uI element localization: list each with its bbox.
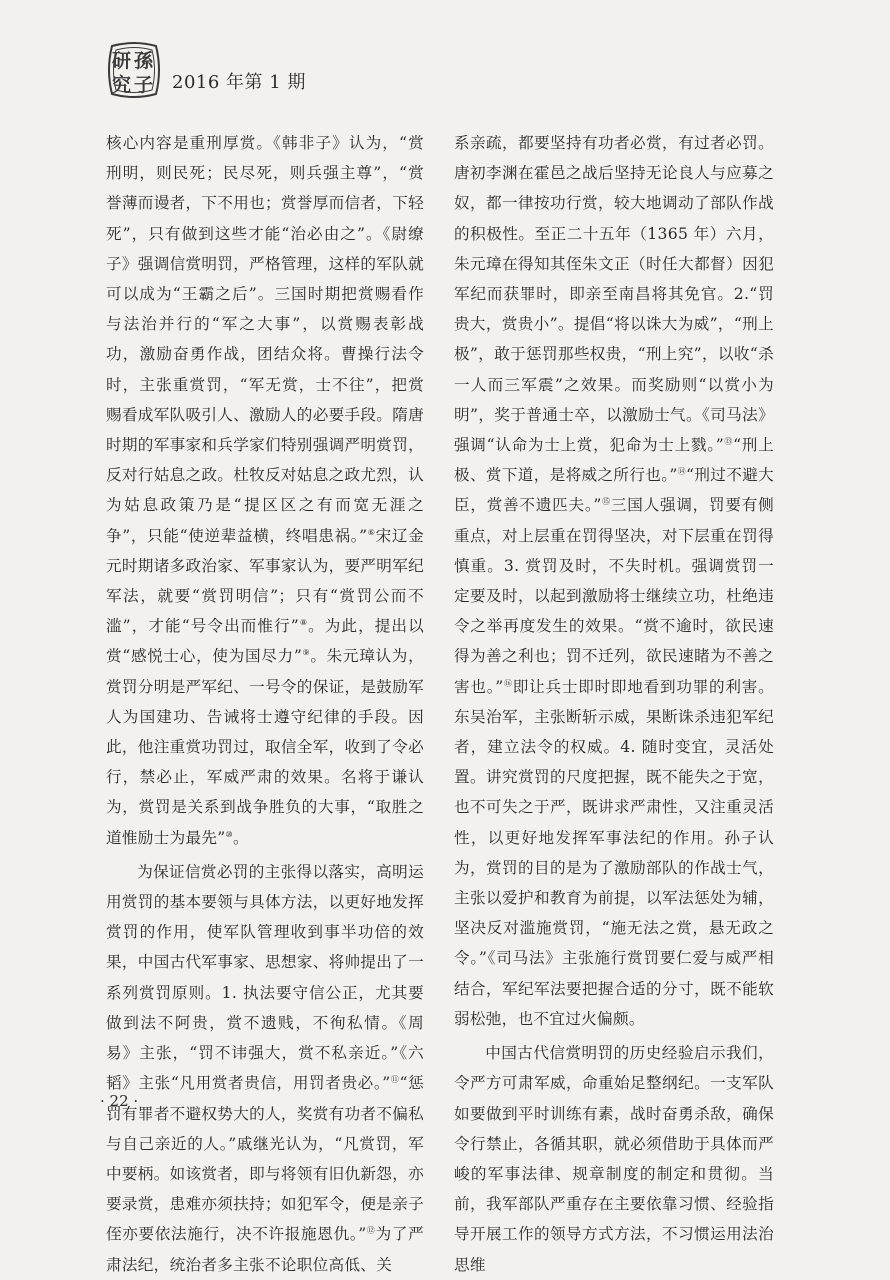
text-run: 系亲疏，都要坚持有功者必赏，有过者必罚。唐初李渊在霍邑之战后坚持无论良人与应募之奴，都一律按功行赏，较大地调动了部队作战的积极性。至正二十五年（1365 年）六月，朱元璋在得知其侄朱文正（时任大都督）因犯军纪而获罪时，即亲至南昌将其免官。2.“罚贵大，赏贵小”。提倡“将以诛大为威”，“刑上极”，敢于惩罚那些权贵，“刑上究”，以收“杀一人而三军震”之效果。而奖励则“以赏小为明”，奖于普通士卒，以激励士气。《司马法》强调“认命为士上赏，犯命为士上戮。” (454, 134, 774, 455)
text-run: 。 (233, 828, 249, 847)
footnote-ref: ⑮ (601, 497, 611, 507)
footnote-ref: ⑭ (677, 467, 686, 477)
text-run: “刑过不避大臣，赏善不遗匹夫。” (454, 466, 774, 515)
text-run: 即让兵士即时即地看到功罪的利害。东吴治军，主张断斩示威，果断诛杀违犯军纪者，建立法令的权威。4. 随时变宜，灵活处置。讲究赏罚的尺度把握，既不能失之于宽，也不可失之于严，既讲求严肃性，又注重灵活性，以更好地发挥军事法纪的作用。孙子认为，赏罚的目的是为了激励部队的作战士气，主张以爱护和教育为前提，以军法惩处为辅，坚决反对滥施赏罚，“施无法之赏，悬无政之令。”《司马法》主张施行赏罚要仁爱与威严相结合，军纪军法要把握合适的分寸，既不能软弱松弛，也不宜过火偏颇。 (454, 677, 774, 1028)
text-run: “刑上极、赏下道，是将威之所行也。” (454, 436, 775, 485)
text-run: 中国古代信赏明罚的历史经验启示我们，令严方可肃军威，命重始足整纲纪。一支军队如要做到平时训练有素，战时奋勇杀敌，确保令行禁止，各循其职，就必须借助于具体而严峻的军事法律、规章制度的制定和贯彻。当前，我军部队严重存在主要依靠习惯、经验指导开展工作的领导方式方法，不习惯运用法治思维 (454, 1044, 774, 1274)
paragraph (454, 128, 774, 1034)
journal-logo (106, 40, 162, 100)
footnote-ref: ⑫ (366, 1226, 376, 1236)
left-column (106, 128, 424, 1280)
page-number: · 22 · (100, 1092, 139, 1110)
paragraph (106, 128, 424, 853)
paragraph (106, 857, 424, 1280)
logo-char: 研 (112, 50, 132, 72)
paragraph (454, 1038, 774, 1280)
footnote-ref: ⑯ (503, 678, 513, 688)
footnote-ref: ⑪ (390, 1075, 400, 1085)
footnote-ref: ⑥ (367, 527, 376, 537)
text-run: 核心内容是重刑厚赏。《韩非子》认为，“赏刑明，则民死；民尽死，则兵强主尊”，“赏誉薄而谩者，下不用也；赏誉厚而信者，下轻死”，只有做到这些才能“治必由之”。《尉缭子》强调信赏明罚，严格管理，这样的军队就可以成为“王霸之后”。三国时期把赏赐看作与法治并行的“军之大事”，以赏赐表彰战功，激励奋勇作战，团结众将。曹操行法令时，主张重赏罚，“军无赏，士不往”，把赏赐看成军队吸引人、激励人的必要手段。隋唐时期的军事家和兵学家们特别强调严明赏罚，反对行姑息之政。杜牧反对姑息之政尤烈，认为姑息政策乃是“提区区之有而宽无涯之争”，只能“使逆辈益横，终唱患祸。” (106, 134, 424, 545)
text-run: 为保证信赏必罚的主张得以落实，高明运用赏罚的基本要领与具体方法，以更好地发挥赏罚的作用，使军队管理收到事半功倍的效果，中国古代军事家、思想家、将帅提出了一系列赏罚原则。1. 执法要守信公正，尤其要做到法不阿贵，赏不遗贱，不徇私情。《周易》主张，“罚不讳强大，赏不私亲近。”《六韬》主张“凡用赏者贵信，用罚者贵必。” (106, 862, 424, 1093)
text-run: 。朱元璋认为，赏罚分明是严军纪、一号令的保证，是鼓励军人为国建功、告诫将士遵守纪律的手段。因此，他注重赏功罚过，取信全军，收到了令必行，禁必止，军威严肃的效果。名将于谦认为，赏罚是关系到战争胜负的大事，“取胜之道惟励士为最先” (106, 647, 424, 847)
footnote-ref: ⑧ (299, 618, 309, 628)
footnote-ref: ⑩ (225, 829, 234, 839)
page-header (106, 40, 306, 100)
text-run: 三国人强调，罚要有侧重点，对上层重在罚得坚决，对下层重在罚得慎重。3. 赏罚及时，不失时机。强调赏罚一定要及时，以起到激励将士继续立功，杜绝违令之举再度发生的效果。“赏不逾时，欲民速得为善之利也；罚不迁列，欲民速睹为不善之害也。” (454, 496, 774, 696)
text-run: 为了严肃法纪，统治者多主张不论职位高低、关 (106, 1225, 424, 1274)
text-run: 宋辽金元时期诸多政治家、军事家认为，要严明军纪军法，就要“赏罚明信”；只有“赏罚公而不滥”，才能“号令出而惟行” (106, 526, 424, 636)
logo-char: 孫 (134, 50, 154, 72)
right-column (454, 128, 774, 1280)
logo-char: 子 (134, 74, 154, 96)
logo-char: 究 (112, 74, 132, 96)
footnote-ref: ⑨ (302, 648, 311, 658)
text-run: “惩罚有罪者不避权势大的人，奖赏有功者不偏私与自己亲近的人。”戚继光认为，“凡赏罚，军中要柄。如该赏者，即与将领有旧仇新怨，亦要录赏，患难亦须扶持；如犯军令，便是亲子侄亦要依法施行，决不许报施恩仇。” (106, 1074, 424, 1244)
issue-label: 2016 年第 1 期 (172, 72, 306, 93)
footnote-ref: ⑬ (724, 437, 734, 447)
text-run: 。为此，提出以赏“感悦士心，使为国尽力” (106, 617, 424, 666)
